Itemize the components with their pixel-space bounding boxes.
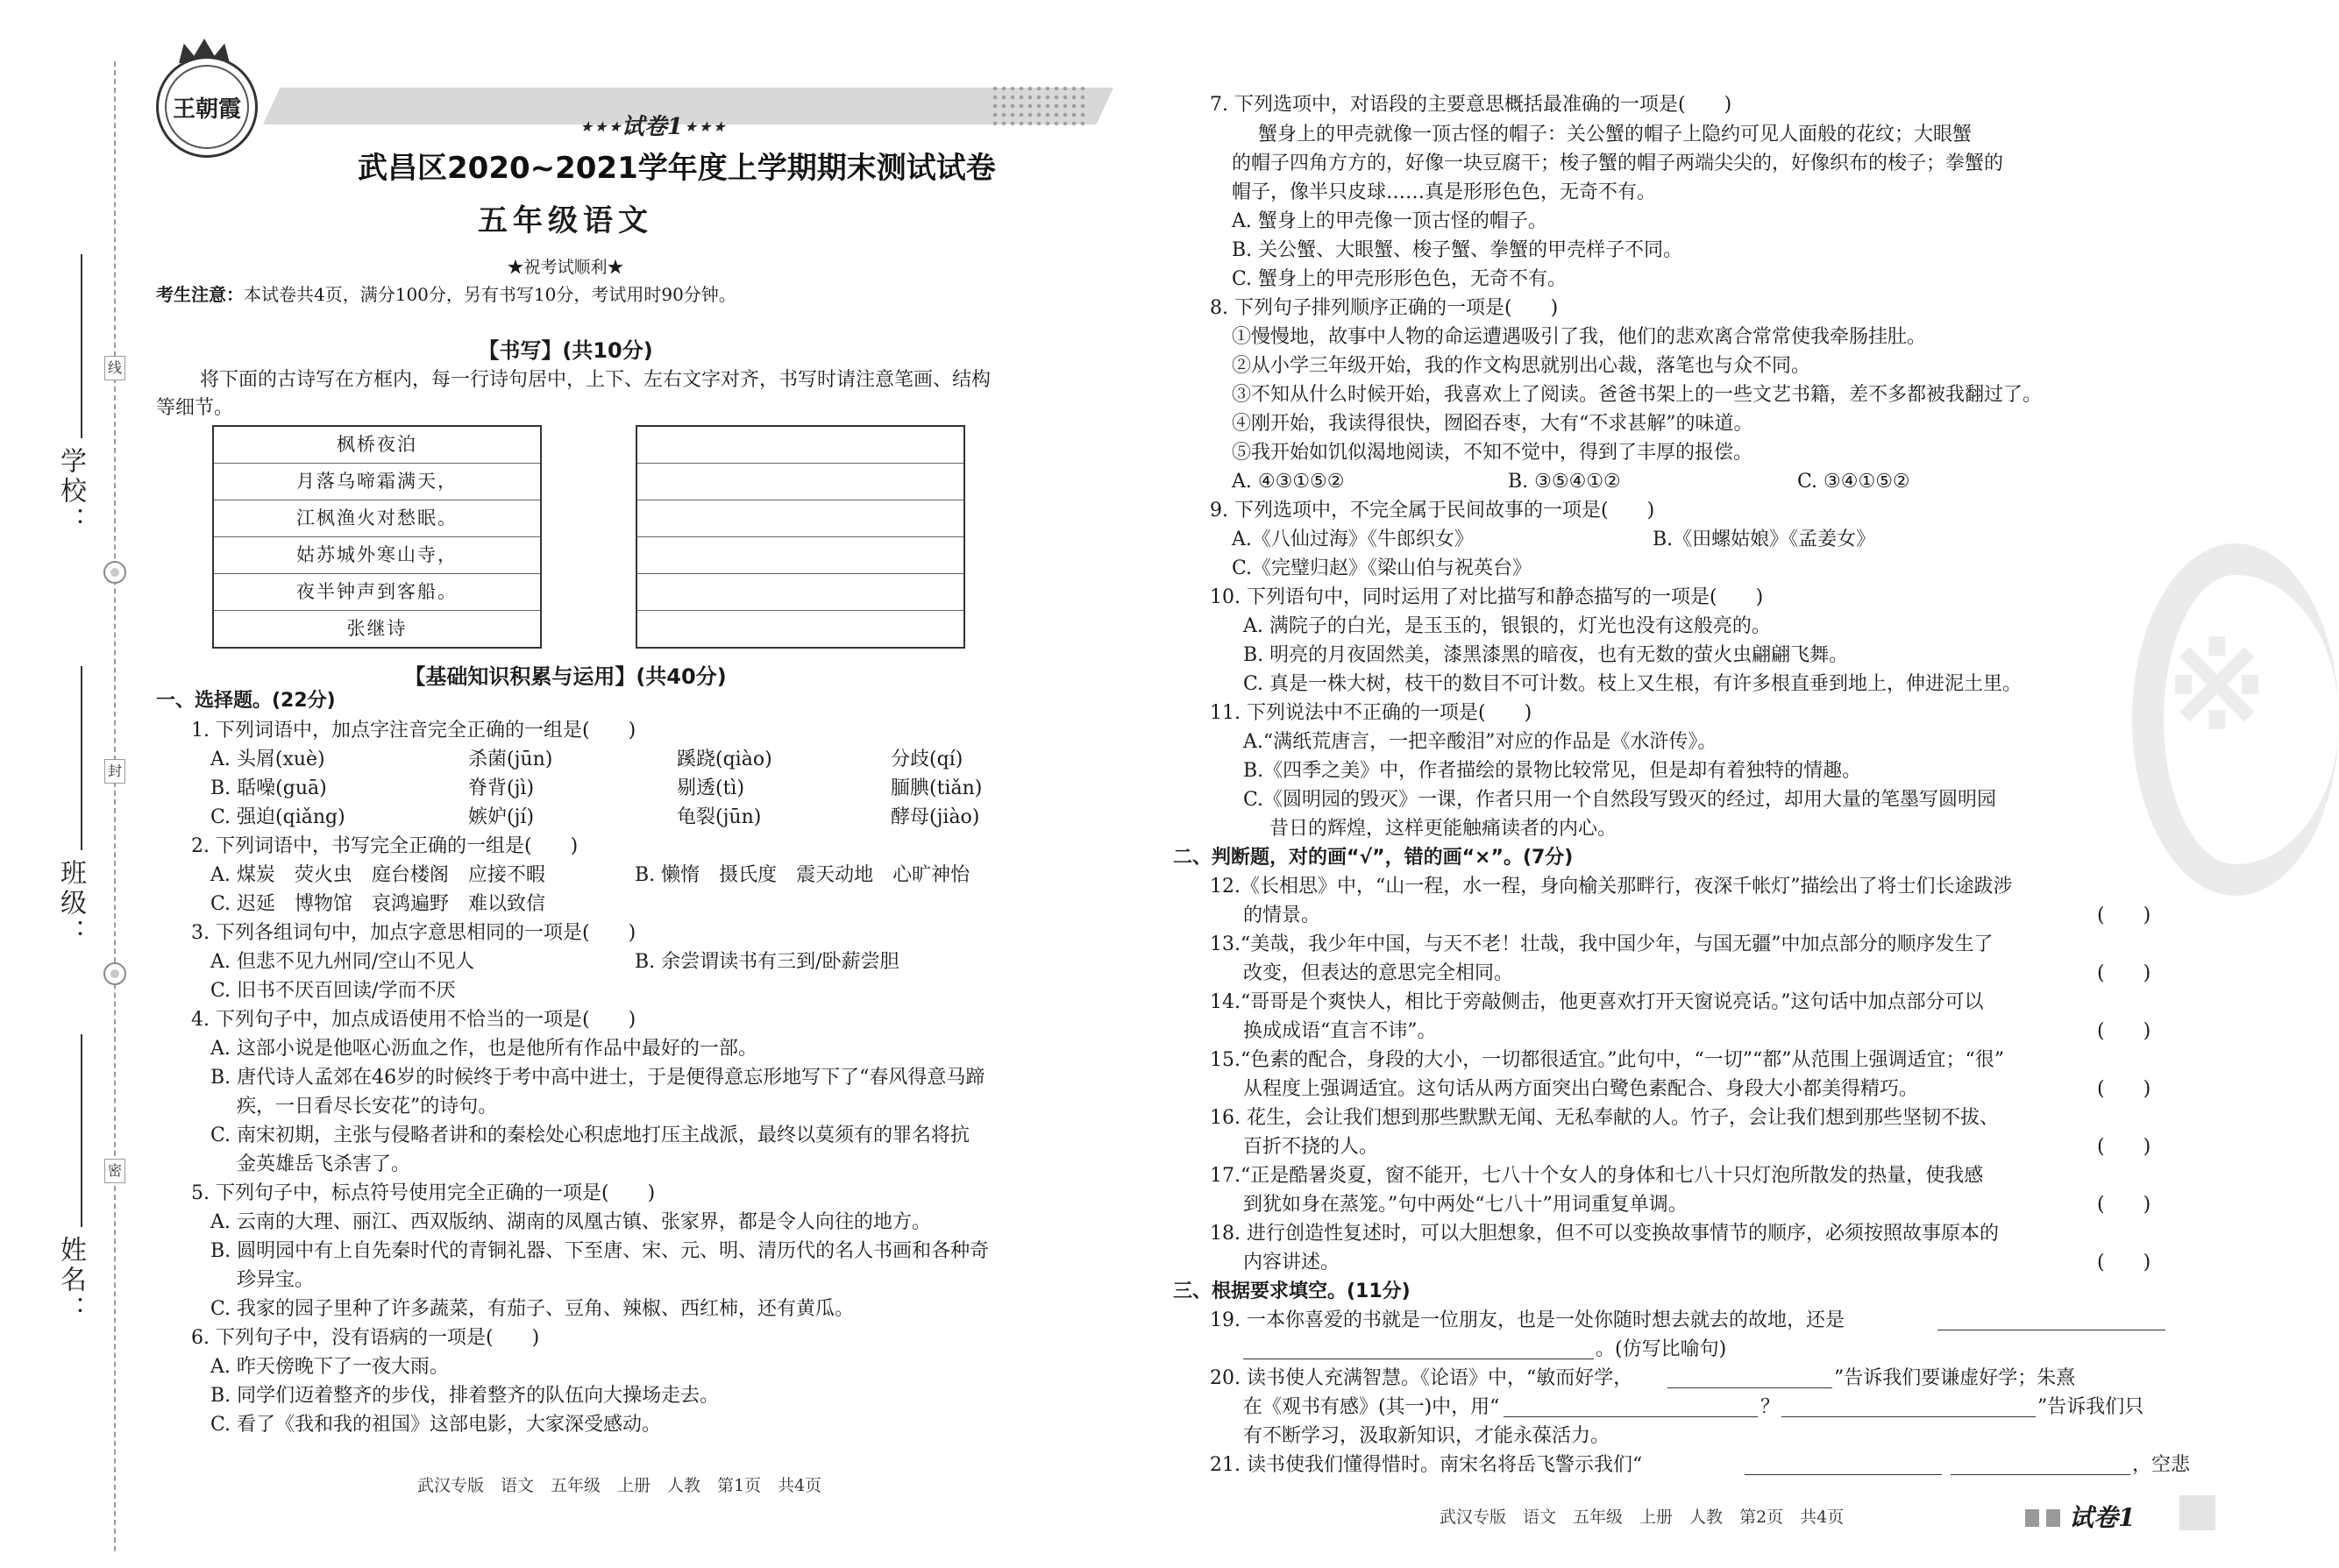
q8-option-b[interactable]: B. ③⑤④①② <box>1508 471 1621 493</box>
q4-option-a[interactable]: A. 这部小说是他呕心沥血之作，也是他所有作品中最好的一部。 <box>210 1038 757 1060</box>
watermark-mark: ※ <box>2165 614 2269 757</box>
note-text: 本试卷共4页，满分100分，另有书写10分，考试用时90分钟。 <box>244 284 736 305</box>
q8-sentence: ①慢慢地，故事中人物的命运遭遇吸引了我，他们的悲欢离合常常使我牵肠挂肚。 <box>1232 326 1927 348</box>
binding-mark-secret: 密 <box>104 1159 125 1183</box>
page-footer: 武汉专版 语文 五年级 上册 人教 第1页 共4页 <box>417 1476 822 1495</box>
writing-answer-row[interactable] <box>637 464 963 500</box>
q11-option-c[interactable]: C.《圆明园的毁灭》一课，作者只用一个自然段写毁灭的经过，却用大量的笔墨写圆明园 <box>1243 789 1997 811</box>
question-7: 7. 下列选项中，对语段的主要意思概括最准确的一项是( ) <box>1210 94 1732 116</box>
question-15: 15.“色素的配合，身段的大小，一切都很适宜。”此句中，“一切”“都”从范围上强调适宜；“很” <box>1210 1049 2004 1071</box>
q11-option-b[interactable]: B.《四季之美》中，作者描绘的景物比较常见，但是却有着独特的情趣。 <box>1243 760 1862 782</box>
q1-option: 脊背(jì) <box>468 777 535 799</box>
question-11: 11. 下列说法中不正确的一项是( ) <box>1210 702 1532 724</box>
writing-answer-row[interactable] <box>637 537 963 574</box>
q8-sentence: ③不知从什么时候开始，我喜欢上了阅读。爸爸书架上的一些文艺书籍，差不多都被我翻过了。 <box>1232 384 2043 406</box>
class-label: 班级： <box>55 859 86 948</box>
q7-option-c[interactable]: C. 蟹身上的甲壳形形色色，无奇不有。 <box>1232 268 1568 290</box>
note-label: 考生注意： <box>156 284 244 305</box>
q6-option-b[interactable]: B. 同学们迈着整齐的步伐，排着整齐的队伍向大操场走去。 <box>210 1385 720 1407</box>
q20-line3: 有不断学习，汲取新知识，才能永葆活力。 <box>1243 1425 1610 1447</box>
question-14-cont: 换成成语“直言不讳”。 <box>1243 1020 1437 1042</box>
paper-badge: 试卷1 <box>2069 1503 2136 1532</box>
q8-sentence: ⑤我开始如饥似渴地阅读，不知不觉中，得到了丰厚的报偿。 <box>1232 442 1753 464</box>
q1-option: 剔透(tì) <box>677 777 745 799</box>
writing-instruction: 将下面的古诗写在方框内，每一行诗句居中，上下、左右文字对齐，书写时请注意笔画、结构 <box>200 369 992 391</box>
q1-option[interactable]: B. 聒噪(guā) <box>210 777 327 799</box>
q8-sentence: ②从小学三年级开始，我的作文构思就别出心裁，落笔也与众不同。 <box>1232 355 1811 377</box>
class-blank[interactable] <box>81 666 82 850</box>
exam-note <box>156 280 736 306</box>
answer-paren[interactable]: ( ) <box>2097 962 2151 984</box>
binding-mark-seal: 封 <box>104 759 125 784</box>
q20-qmark: ？ <box>1760 1396 1781 1418</box>
q2-option-a[interactable]: A. 煤炭 荧火虫 庭台楼阁 应接不暇 <box>210 864 545 886</box>
answer-paren[interactable]: ( ) <box>2097 1136 2151 1158</box>
q20-line2: 在《观书有感》(其一)中，用“ <box>1243 1396 1500 1418</box>
poem-box <box>212 425 542 649</box>
q1-option: 杀菌(jūn) <box>468 749 553 770</box>
binding-mark-line: 线 <box>104 356 125 380</box>
binding-line <box>114 61 116 1551</box>
basics-section-title: 【基础知识积累与运用】(共40分) <box>404 664 727 689</box>
question-13-cont: 改变，但表达的意思完全相同。 <box>1243 962 1514 984</box>
q1-option: 蹊跷(qiào) <box>677 749 772 770</box>
q1-option: 龟裂(jūn) <box>677 806 762 828</box>
answer-paren[interactable]: ( ) <box>2097 1252 2151 1274</box>
question-13: 13.“美哉，我少年中国，与天不老！壮哉，我中国少年，与国无疆”中加点部分的顺序发生了 <box>1210 933 1994 955</box>
q4-option-b-cont: 疾，一日看尽长安花”的诗句。 <box>237 1096 498 1117</box>
binding-hole <box>103 561 126 584</box>
q21-text: ，空悲 <box>2132 1454 2191 1476</box>
q11-option-a[interactable]: A.“满纸荒唐言，一把辛酸泪”对应的作品是《水浒传》。 <box>1243 731 1717 753</box>
poem-line: 姑苏城外寒山寺， <box>214 537 540 574</box>
q6-option-a[interactable]: A. 昨天傍晚下了一夜大雨。 <box>210 1356 449 1378</box>
question-16-cont: 百折不挠的人。 <box>1243 1136 1379 1158</box>
question-14: 14.“哥哥是个爽快人，相比于旁敲侧击，他更喜欢打开天窗说亮话。”这句话中加点部分可以 <box>1210 991 1984 1013</box>
q4-option-c-cont: 金英雄岳飞杀害了。 <box>237 1153 411 1175</box>
answer-paren[interactable]: ( ) <box>2097 1078 2151 1100</box>
question-15-cont: 从程度上强调适宜。这句话从两方面突出白鹭色素配合、身段大小都美得精巧。 <box>1243 1078 1919 1100</box>
question-17-cont: 到犹如身在蒸笼。”句中两处“七八十”用词重复单调。 <box>1243 1194 1688 1216</box>
page-footer: 武汉专版 语文 五年级 上册 人教 第2页 共4页 <box>1440 1508 1845 1527</box>
logo-text: 王朝霞 <box>165 65 249 149</box>
subject-title: 五年级语文 <box>478 203 653 238</box>
right-page <box>1131 0 2269 1568</box>
writing-answer-row[interactable] <box>637 427 963 464</box>
part3-title: 三、根据要求填空。(11分) <box>1173 1281 1411 1302</box>
name-label: 姓名： <box>55 1236 86 1325</box>
q3-option-b[interactable]: B. 余尝谓读书有三到/卧薪尝胆 <box>635 951 899 973</box>
q6-option-c[interactable]: C. 看了《我和我的祖国》这部电影，大家深受感动。 <box>210 1414 662 1436</box>
writing-answer-row[interactable] <box>637 500 963 537</box>
poem-line: 夜半钟声到客船。 <box>214 574 540 611</box>
part2-title: 二、判断题，对的画“√”，错的画“×”。(7分) <box>1173 847 1574 869</box>
question-19: 19. 一本你喜爱的书就是一位朋友，也是一处你随时想去就去的故地，还是 <box>1210 1309 1845 1331</box>
left-page <box>0 0 1131 1568</box>
q7-option-a[interactable]: A. 蟹身上的甲壳像一顶古怪的帽子。 <box>1232 210 1547 232</box>
q9-option-c[interactable]: C.《完璧归赵》《梁山伯与祝英台》 <box>1232 557 1532 579</box>
question-10: 10. 下列语句中，同时运用了对比描写和静态描写的一项是( ) <box>1210 586 1764 608</box>
question-20: 20. 读书使人充满智慧。《论语》中，“敏而好学， <box>1210 1367 1633 1389</box>
ribbon-dots <box>991 84 1087 128</box>
question-12: 12.《长相思》中，“山一程，水一程，身向榆关那畔行，夜深千帐灯”描绘出了将士们长途跋涉 <box>1210 876 2013 898</box>
q9-option-a[interactable]: A.《八仙过海》《牛郎织女》 <box>1232 529 1474 550</box>
q5-option-a[interactable]: A. 云南的大理、丽江、西双版纳、湖南的凤凰古镇、张家界，都是令人向往的地方。 <box>210 1211 931 1233</box>
question-6: 6. 下列句子中，没有语病的一项是( ) <box>191 1327 540 1349</box>
name-blank[interactable] <box>81 1034 82 1227</box>
q7-option-b[interactable]: B. 关公蟹、大眼蟹、梭子蟹、拳蟹的甲壳样子不同。 <box>1232 239 1683 261</box>
q1-option: 酵母(jiào) <box>891 806 980 828</box>
q10-option-b[interactable]: B. 明亮的月夜固然美，漆黑漆黑的暗夜，也有无数的萤火虫翩翩飞舞。 <box>1243 644 1849 666</box>
q5-option-b[interactable]: B. 圆明园中有上自先秦时代的青铜礼器、下至唐、宋、元、明、清历代的名人书画和各种奇 <box>210 1240 990 1262</box>
q20-text: ”告诉我们要谦虚好学；朱熹 <box>1834 1367 2076 1389</box>
q2-option-c[interactable]: C. 迟延 博物馆 哀鸿遍野 难以致信 <box>210 893 546 915</box>
question-12-cont: 的情景。 <box>1243 905 1321 926</box>
question-2: 2. 下列词语中，书写完全正确的一组是( ) <box>191 835 579 857</box>
q7-passage: 帽子，像半只皮球……真是形形色色，无奇不有。 <box>1232 181 1657 203</box>
q5-option-c[interactable]: C. 我家的园子里种了许多蔬菜，有茄子、豆角、辣椒、西红柿，还有黄瓜。 <box>210 1298 855 1320</box>
q8-option-a[interactable]: A. ④③①⑤② <box>1232 471 1345 493</box>
paper-tag: ⋆⋆⋆试卷1⋆⋆⋆ <box>579 114 726 140</box>
q19-hint: 。(仿写比喻句) <box>1596 1338 1727 1360</box>
q1-option: 分歧(qí) <box>891 749 963 770</box>
q20-blank-3[interactable] <box>1781 1416 2036 1417</box>
q8-sentence: ④刚开始，我读得很快，囫囵吞枣，大有“不求甚解”的味道。 <box>1232 413 1753 435</box>
answer-paren[interactable]: ( ) <box>2097 1020 2151 1042</box>
binding-hole <box>103 962 126 985</box>
q7-passage: 的帽子四角方方的，好像一块豆腐干；梭子蟹的帽子两端尖尖的，好像织布的梭子；拳蟹的 <box>1232 153 2004 174</box>
q4-option-b[interactable]: B. 唐代诗人孟郊在46岁的时候终于考中高中进士，于是便得意忘形地写下了“春风得意马蹄 <box>210 1067 985 1089</box>
q10-option-c[interactable]: C. 真是一株大树，枝干的数目不可计数。枝上又生根，有许多根直垂到地上，伸进泥土里。 <box>1243 673 2023 695</box>
q21-blank-1[interactable] <box>1745 1474 1942 1475</box>
q1-option: 腼腆(tiǎn) <box>891 777 983 799</box>
question-9: 9. 下列选项中，不完全属于民间故事的一项是( ) <box>1210 500 1655 521</box>
poem-line: 张继诗 <box>346 618 408 639</box>
q3-option-a[interactable]: A. 但悲不见九州同/空山不见人 <box>210 951 475 973</box>
answer-paren[interactable]: ( ) <box>2097 1194 2151 1216</box>
q9-option-b[interactable]: B.《田螺姑娘》《孟姜女》 <box>1653 529 1876 550</box>
poem-line: 江枫渔火对愁眠。 <box>214 500 540 537</box>
q1-option[interactable]: C. 强迫(qiǎng) <box>210 806 345 828</box>
poem-line: 枫桥夜泊 <box>214 427 540 464</box>
q8-option-c[interactable]: C. ③④①⑤② <box>1797 471 1910 493</box>
question-3: 3. 下列各组词句中，加点字意思相同的一项是( ) <box>191 922 636 944</box>
question-16: 16. 花生，会让我们想到那些默默无闻、无私奉献的人。竹子，会让我们想到那些坚韧不拔、 <box>1210 1107 1999 1129</box>
answer-paren[interactable]: ( ) <box>2097 905 2151 926</box>
q10-option-a[interactable]: A. 满院子的白光，是玉玉的，银银的，灯光也没有这般亮的。 <box>1243 615 1771 637</box>
question-18: 18. 进行创造性复述时，可以大胆想象，但不可以变换故事情节的顺序，必须按照故事原本的 <box>1210 1223 1999 1245</box>
writing-instruction: 等细节。 <box>156 397 234 419</box>
q11-option-c-cont: 昔日的辉煌，这样更能触痛读者的内心。 <box>1269 818 1617 840</box>
q20-blank-2[interactable] <box>1504 1416 1758 1417</box>
writing-section-title: 【书写】(共10分) <box>478 338 653 363</box>
question-5: 5. 下列句子中，标点符号使用完全正确的一项是( ) <box>191 1182 656 1204</box>
badge-block <box>2179 1495 2215 1530</box>
good-luck-line: ★祝考试顺利★ <box>507 258 624 277</box>
q4-option-c[interactable]: C. 南宋初期，主张与侵略者讲和的秦桧处心积虑地打压主战派，最终以莫须有的罪名将抗 <box>210 1125 970 1146</box>
badge-decor <box>2025 1509 2060 1527</box>
q20-blank-1[interactable] <box>1667 1387 1832 1388</box>
q3-option-c[interactable]: C. 旧书不厌百回读/学而不厌 <box>210 980 456 1002</box>
q2-option-b[interactable]: B. 懒惰 摄氏度 震天动地 心旷神怡 <box>635 864 970 886</box>
q1-option[interactable]: A. 头屑(xuè) <box>210 749 325 770</box>
poem-line: 月落乌啼霜满天， <box>214 464 540 500</box>
writing-answer-row[interactable] <box>637 574 963 611</box>
question-17: 17.“正是酷暑炎夏，窗不能开，七八十个女人的身体和七八十只灯泡所散发的热量，使我感 <box>1210 1165 1984 1187</box>
q20-text-2: ”告诉我们只 <box>2037 1396 2144 1418</box>
question-1: 1. 下列词语中，加点字注音完全正确的一组是( ) <box>191 720 636 741</box>
part1-title: 一、选择题。(22分) <box>156 690 336 712</box>
q21-blank-2[interactable] <box>1951 1474 2130 1475</box>
question-8: 8. 下列句子排列顺序正确的一项是( ) <box>1210 297 1559 319</box>
page-title: 武昌区2020~2021学年度上学期期末测试试卷 <box>358 151 996 186</box>
q1-option: 嫉妒(jí) <box>468 806 535 828</box>
writing-answer-box[interactable] <box>636 425 965 649</box>
q7-passage: 蟹身上的甲壳就像一顶古怪的帽子：关公蟹的帽子上隐约可见人面般的花纹；大眼蟹 <box>1258 124 1973 145</box>
q5-option-b-cont: 珍异宝。 <box>237 1269 315 1291</box>
question-18-cont: 内容讲述。 <box>1243 1252 1340 1274</box>
writing-answer-row[interactable] <box>637 611 963 647</box>
question-21: 21. 读书使我们懂得惜时。南宋名将岳飞警示我们“ <box>1210 1454 1643 1476</box>
publisher-logo <box>156 56 258 158</box>
question-4: 4. 下列句子中，加点成语使用不恰当的一项是( ) <box>191 1009 636 1031</box>
school-label: 学校： <box>55 447 86 536</box>
